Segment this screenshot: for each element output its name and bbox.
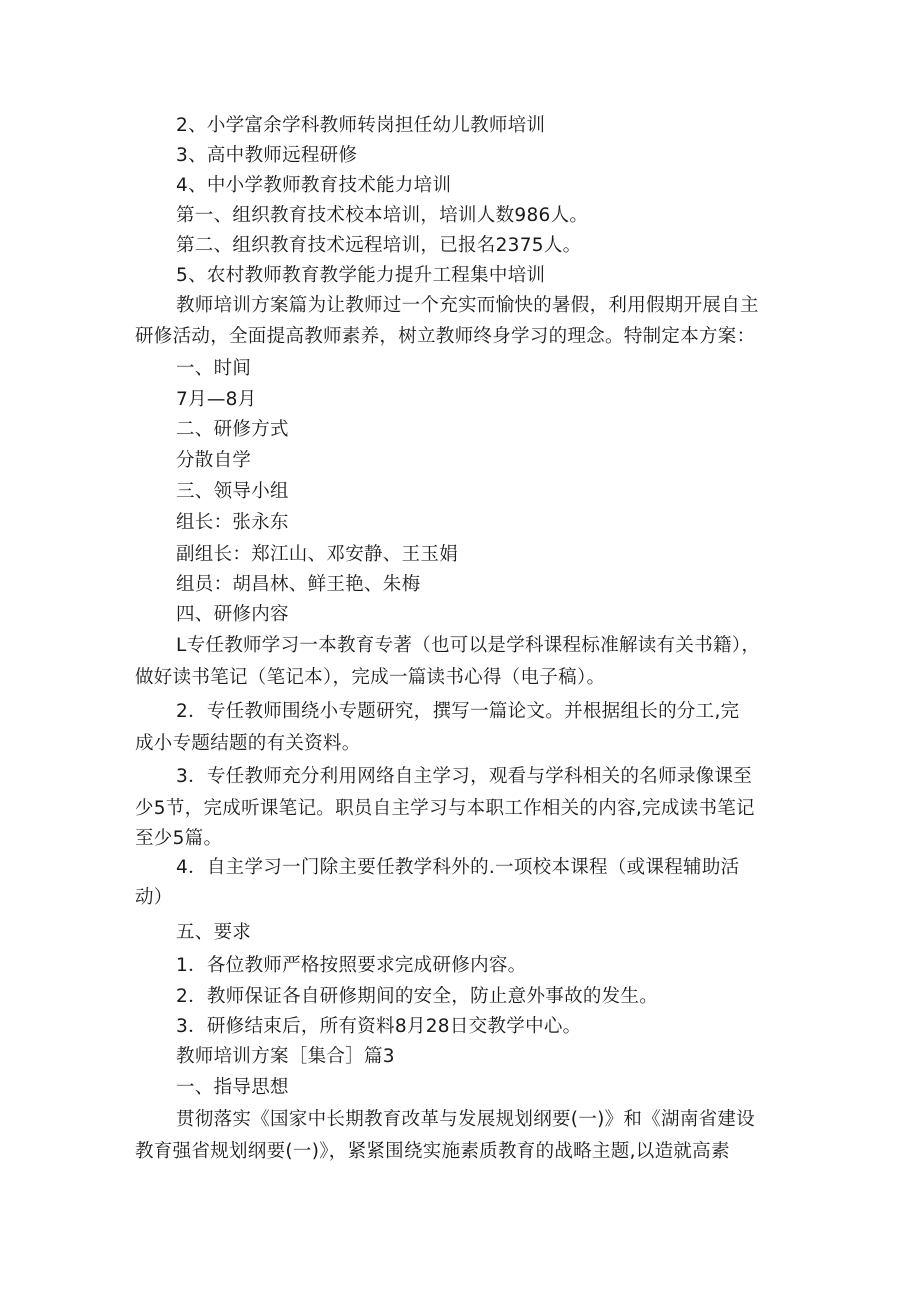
text-line: 7月—8月: [176, 389, 257, 410]
text-line: 2．专任教师围绕小专题研究，撰写一篇论文。并根据组长的分工,完: [176, 701, 740, 722]
text-line: 第二、组织教育技术远程培训，已报名2375人。: [176, 235, 582, 256]
text-line: 2、小学富余学科教师转岗担任幼儿教师培训: [176, 115, 546, 136]
section-heading: 二、研修方式: [176, 419, 289, 440]
text-line: 4、中小学教师教育技术能力培训: [176, 175, 452, 196]
text-line: 组员：胡昌林、鲜王艳、朱梅: [176, 574, 421, 595]
section-heading: 教师培训方案［集合］篇3: [176, 1046, 395, 1067]
text-line: 研修活动，全面提高教师素养，树立教师终身学习的理念。特制定本方案：: [135, 326, 756, 347]
text-line: 组长：张永东: [176, 512, 289, 533]
text-line: 副组长：郑江山、邓安静、王玉娟: [176, 544, 459, 565]
section-heading: 一、指导思想: [176, 1077, 289, 1098]
text-line: 成小专题结题的有关资料。: [135, 733, 361, 754]
text-line: 5、农村教师教育教学能力提升工程集中培训: [176, 265, 546, 286]
section-heading: 三、领导小组: [176, 481, 289, 502]
section-heading: 五、要求: [176, 922, 252, 943]
text-line: 教师培训方案篇为让教师过一个充实而愉快的暑假，利用假期开展自主: [176, 295, 759, 316]
section-heading: 四、研修内容: [176, 604, 289, 625]
text-line: 第一、组织教育技术校本培训，培训人数986人。: [176, 205, 589, 226]
text-line: 贯彻落实《国家中长期教育改革与发展规划纲要(一)》和《湖南省建设: [176, 1109, 756, 1130]
text-line: 分散自学: [176, 450, 252, 471]
text-line: 教育强省规划纲要(一)》，紧紧围绕实施素质教育的战略主题,以造就高素: [135, 1141, 730, 1162]
text-line: L专任教师学习一本教育专著（也可以是学科课程标准解读有关书籍），: [176, 635, 761, 656]
text-line: 4．自主学习一门除主要任教学科外的.一项校本课程（或课程辅助活: [176, 857, 740, 878]
text-line: 少5节，完成听课笔记。职员自主学习与本职工作相关的内容,完成读书笔记: [135, 798, 755, 819]
text-line: 3、高中教师远程研修: [176, 145, 358, 166]
text-line: 3．专任教师充分利用网络自主学习，观看与学科相关的名师录像课至: [176, 766, 753, 787]
text-line: 动）: [135, 887, 173, 908]
text-line: 做好读书笔记（笔记本），完成一篇读书心得（电子稿）。: [135, 667, 606, 688]
text-line: 2．教师保证各自研修期间的安全，防止意外事故的发生。: [176, 986, 659, 1007]
section-heading: 一、时间: [176, 358, 252, 379]
text-line: 1．各位教师严格按照要求完成研修内容。: [176, 955, 527, 976]
text-line: 至少5篇。: [135, 828, 223, 849]
text-line: 3．研修结束后，所有资料8月28日交教学中心。: [176, 1016, 582, 1037]
